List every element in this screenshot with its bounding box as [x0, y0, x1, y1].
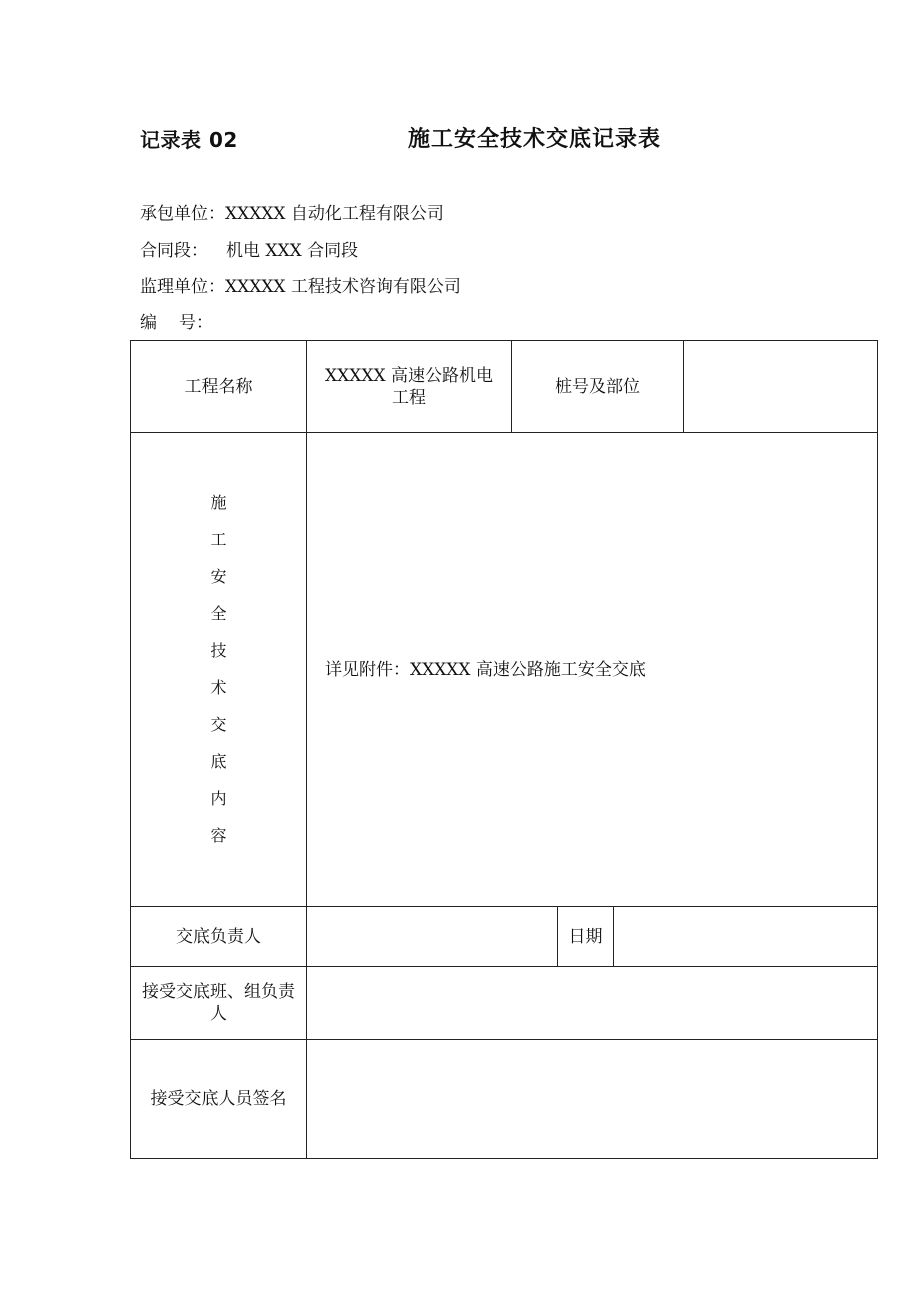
- project-name-label: 工程名称: [131, 341, 307, 433]
- number-line: [140, 313, 213, 333]
- responsible-label: 交底负责人: [131, 907, 307, 967]
- contractor-value: XXXXX 自动化工程有限公司: [225, 204, 444, 224]
- responsible-value[interactable]: [307, 907, 558, 967]
- page-title: 施工安全技术交底记录表: [408, 127, 662, 152]
- table-row-content: [131, 433, 878, 907]
- table-row-responsible: [131, 907, 878, 967]
- content-label-char: 技: [210, 641, 227, 660]
- supervisor-label: 监理单位：: [140, 277, 225, 297]
- content-label-char: 容: [210, 826, 227, 845]
- supervisor-line: [140, 277, 461, 297]
- content-label-char: 全: [210, 604, 227, 623]
- signatures-value[interactable]: [307, 1040, 878, 1159]
- content-label-char: 工: [210, 530, 227, 549]
- team-leader-value[interactable]: [307, 967, 878, 1040]
- content-label-char: 内: [210, 789, 227, 808]
- contract-section-label: 合同段：: [140, 241, 208, 261]
- table-row-signatures: [131, 1040, 878, 1159]
- contractor-line: [140, 204, 444, 224]
- project-name-value: XXXXX 高速公路机电工程: [307, 341, 512, 433]
- supervisor-value: XXXXX 工程技术咨询有限公司: [225, 277, 461, 297]
- content-label-char: 交: [210, 715, 227, 734]
- content-label-char: 安: [210, 567, 227, 586]
- content-label-cell: [131, 433, 307, 907]
- record-table: [130, 340, 878, 1159]
- contract-section-value: 机电 XXX 合同段: [226, 241, 359, 261]
- contract-section-line: [140, 241, 358, 261]
- table-row-project: [131, 341, 878, 433]
- station-value[interactable]: [684, 341, 878, 433]
- number-label-second: 号：: [179, 313, 213, 333]
- content-label-char: 底: [210, 752, 227, 771]
- content-label-char: 术: [210, 678, 227, 697]
- number-label-first: 编: [140, 313, 157, 333]
- content-value: 详见附件：XXXXX 高速公路施工安全交底: [307, 433, 878, 907]
- table-row-team-leader: [131, 967, 878, 1040]
- content-label-char: 施: [210, 493, 227, 512]
- form-number: 记录表 02: [140, 128, 238, 152]
- date-label: 日期: [558, 907, 614, 967]
- content-label: [131, 493, 306, 846]
- team-leader-label: 接受交底班、组负责人: [131, 967, 307, 1040]
- station-label: 桩号及部位: [512, 341, 684, 433]
- signatures-label: 接受交底人员签名: [131, 1040, 307, 1159]
- date-value[interactable]: [614, 907, 878, 967]
- contractor-label: 承包单位：: [140, 204, 225, 224]
